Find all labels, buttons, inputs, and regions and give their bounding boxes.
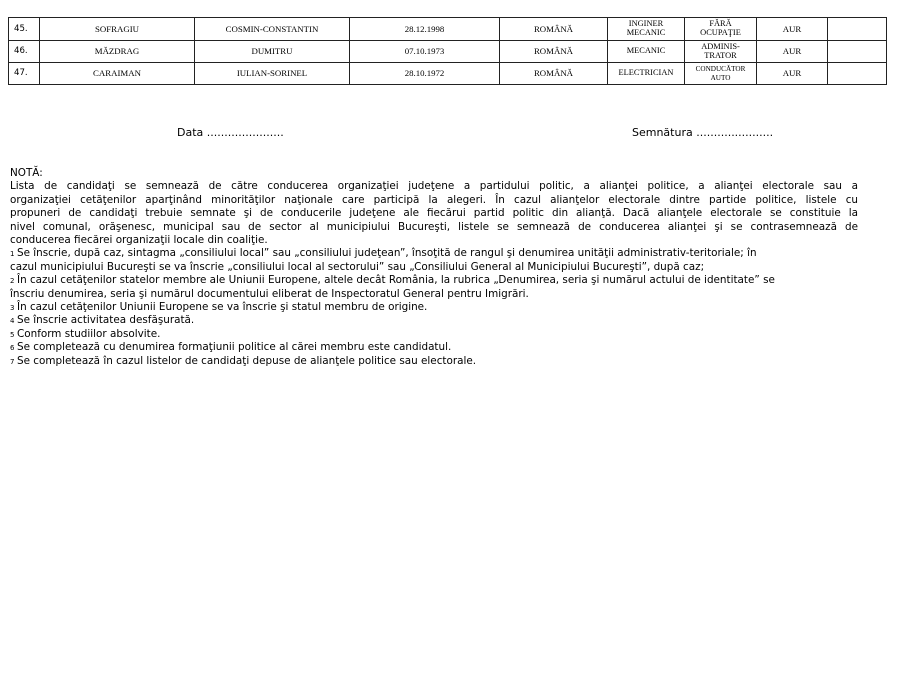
note-paragraph-line: Lista de candidaţi se semnează de către conducerea organizaţiei judeţene a partidului politic, a alianţei politice, a alianţei electorale sau a	[10, 180, 858, 193]
footnote-text: Se înscrie activitatea desfăşurată.	[17, 314, 195, 327]
footnote-1-continuation: cazul municipiului Bucureşti se va înscrie „consiliului local al sectorului” sau „Consiliului General al Municipiului Bucureşti”, după caz;	[10, 260, 705, 273]
cell-number: 46.	[9, 41, 40, 63]
footnote-3	[10, 301, 890, 314]
cell-profession-line: INGINER	[628, 19, 664, 29]
cell-first-name: COSMIN-CONSTANTIN	[195, 18, 350, 41]
footnote-2	[10, 274, 890, 287]
footnote-text: Se completează în cazul listelor de candidaţi depuse de alianţele politice sau electorale.	[17, 354, 477, 367]
cell-profession	[608, 41, 685, 63]
cell-birth-date: 07.10.1973	[350, 41, 500, 63]
cell-surname: MĂZDRAG	[40, 41, 195, 63]
date-label: Data ......................	[177, 126, 284, 139]
cell-extra	[828, 41, 887, 63]
table-row	[9, 63, 887, 85]
cell-party: AUR	[757, 63, 828, 85]
cell-party: AUR	[757, 18, 828, 41]
cell-citizenship: ROMÂNĂ	[500, 63, 608, 85]
cell-birth-date: 28.12.1998	[350, 18, 500, 41]
cell-first-name: DUMITRU	[195, 41, 350, 63]
note-paragraph-line: propuneri de candidaţi trebuie semnate şi de conducerile judeţene ale fiecărui partid politic din alianţă. Dacă alianţele electorale se constituie la	[10, 207, 858, 220]
footnote-5	[10, 328, 890, 341]
cell-occupation	[685, 18, 757, 41]
cell-occupation-line: ADMINIS-	[701, 41, 740, 51]
cell-surname: SOFRAGIU	[40, 18, 195, 41]
cell-citizenship: ROMÂNĂ	[500, 41, 608, 63]
footnote-text: Conform studiilor absolvite.	[17, 327, 161, 340]
cell-occupation-line: TRATOR	[704, 50, 737, 60]
footnote-number: 6	[10, 344, 15, 353]
cell-first-name: IULIAN-SORINEL	[195, 63, 350, 85]
footnote-text: Se completează cu denumirea formaţiunii politice al cărei membru este candidatul.	[17, 341, 452, 354]
table-row	[9, 18, 887, 41]
note-section	[10, 167, 890, 368]
note-paragraph-line: organizaţiei cetăţenilor aparţinând minorităţilor naţionale care participă la alegeri. În cazul alianţelor electorale dintre partide politice, listele cu	[10, 193, 858, 206]
candidates-table	[8, 17, 887, 85]
cell-number: 45.	[9, 18, 40, 41]
cell-surname: CARAIMAN	[40, 63, 195, 85]
cell-extra	[828, 18, 887, 41]
table-row	[9, 41, 887, 63]
cell-occupation	[685, 41, 757, 63]
cell-profession-line: ELECTRICIAN	[618, 68, 674, 78]
cell-number: 47.	[9, 63, 40, 85]
note-paragraph-line: nivel comunal, orăşenesc, municipal sau de sector al municipiului Bucureşti, listele se semnează de conducerea alianţei şi se contrasemnează de	[10, 220, 858, 233]
cell-profession	[608, 63, 685, 85]
footnote-number: 2	[10, 277, 15, 286]
note-heading: NOTĂ:	[10, 167, 43, 179]
footnote-2-continuation: înscriu denumirea, seria şi numărul documentului eliberat de Inspectoratul General pentru Imigrări.	[10, 287, 529, 300]
cell-occupation-line: OCUPAŢIE	[700, 28, 741, 37]
footnote-1	[10, 247, 890, 260]
cell-profession-line: MECANIC	[626, 46, 666, 56]
cell-extra	[828, 63, 887, 85]
cell-occupation	[685, 63, 757, 85]
cell-profession	[608, 18, 685, 41]
cell-occupation-line: AUTO	[710, 73, 731, 82]
cell-occupation-line: FĂRĂ	[709, 19, 732, 29]
footnote-number: 1	[10, 250, 15, 259]
footnote-number: 7	[10, 357, 15, 366]
footnote-text: În cazul cetăţenilor statelor membre ale Uniunii Europene, altele decât România, la rubrica „Denumirea, seria şi numărul actului de identitate” se	[17, 274, 775, 287]
cell-profession-line: MECANIC	[626, 28, 666, 37]
signature-label: Semnătura ......................	[632, 126, 774, 139]
cell-birth-date: 28.10.1972	[350, 63, 500, 85]
cell-citizenship: ROMÂNĂ	[500, 18, 608, 41]
note-paragraph-line: conducerea fiecărei organizaţii locale din coaliţie.	[10, 234, 268, 247]
cell-party: AUR	[757, 41, 828, 63]
footnote-text: Se înscrie, după caz, sintagma „consiliului local” sau „consiliului judeţean”, însoţită de rangul şi denumirea unităţii administrativ-teritoriale; în	[17, 247, 757, 260]
footnote-7	[10, 355, 890, 368]
footnote-4	[10, 314, 890, 327]
footnote-number: 4	[10, 317, 15, 326]
footnote-text: În cazul cetăţenilor Uniunii Europene se va înscrie şi statul membru de origine.	[17, 301, 428, 314]
footnote-6	[10, 341, 890, 354]
footnote-number: 5	[10, 330, 15, 339]
cell-occupation-line: CONDUCĂTOR	[695, 65, 746, 74]
footnote-number: 3	[10, 304, 15, 313]
